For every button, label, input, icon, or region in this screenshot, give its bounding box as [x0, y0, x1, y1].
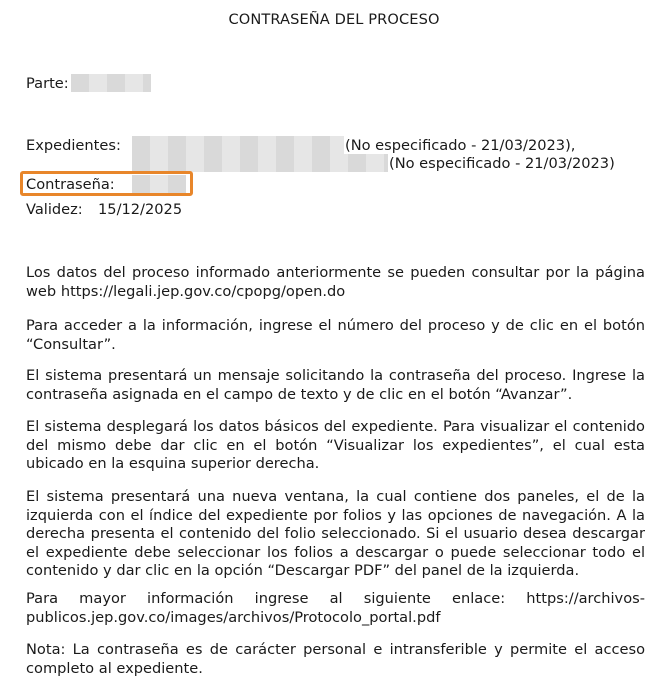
paragraph-consulta-web: Los datos del proceso informado anteriormente se pueden consultar por la página web https://legali.jep.gov.co/cpopg/open.do	[26, 264, 645, 300]
parte-label: Parte:	[26, 75, 69, 92]
expediente-2-status: (No especificado - 21/03/2023)	[389, 155, 615, 172]
paragraph-nota: Nota: La contraseña es de carácter personal e intransferible y permite el acceso completo al expediente.	[26, 641, 645, 677]
contrasena-label: Contraseña:	[26, 176, 115, 193]
paragraph-mayor-informacion: Para mayor información ingrese al siguiente enlace: https://archivos-publicos.jep.gov.co/images/archivos/Protocolo_portal.pdf	[26, 590, 645, 626]
paragraph-contrasena: El sistema presentará un mensaje solicitando la contraseña del proceso. Ingrese la contraseña asignada en el campo de texto y de clic en el botón “Avanzar”.	[26, 367, 645, 403]
expediente-1-redacted-id	[132, 136, 344, 154]
paragraph-nueva-ventana: El sistema presentará una nueva ventana, la cual contiene dos paneles, el de la izquierda con el índice del expediente por folios y las opciones de navegación. A la derecha presenta el contenido del folio seleccionado. Si el usuario desea descargar el expediente debe seleccionar los folios a descargar o puede seleccionar todo el contenido y dar clic en la opción “Descargar PDF” del panel de la izquierda.	[26, 488, 645, 579]
contrasena-redacted-value	[132, 175, 186, 193]
expediente-1-status: (No especificado - 21/03/2023),	[345, 137, 576, 154]
paragraph-datos-basicos: El sistema desplegará los datos básicos del expediente. Para visualizar el contenido del mismo debe dar clic en el botón “Visualizar los expedientes”, el cual esta ubicado en la esquina superior derecha.	[26, 418, 645, 472]
parte-redacted-value	[71, 74, 151, 92]
validez-value: 15/12/2025	[98, 201, 183, 218]
expediente-2-redacted-id	[132, 154, 388, 172]
page-title: CONTRASEÑA DEL PROCESO	[228, 11, 440, 28]
paragraph-acceder: Para acceder a la información, ingrese el número del proceso y de clic en el botón “Consultar”.	[26, 317, 645, 353]
expedientes-label: Expedientes:	[26, 137, 121, 154]
validez-label: Validez:	[26, 201, 83, 218]
